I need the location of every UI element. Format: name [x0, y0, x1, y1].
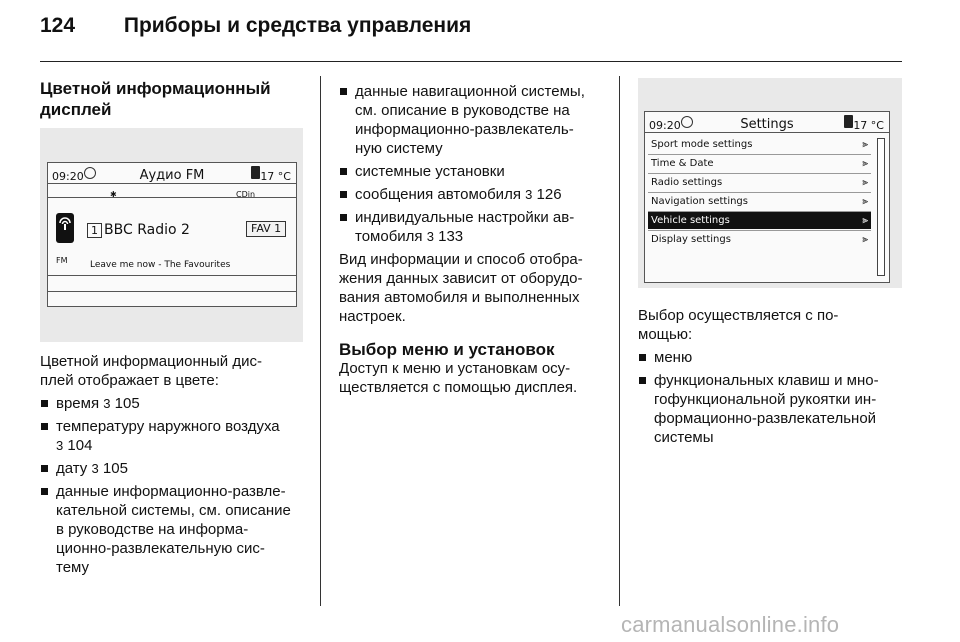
menu-item[interactable]: [648, 155, 871, 172]
status-divider: [645, 132, 889, 133]
item-text: ционно-развлекательную сис-: [56, 540, 265, 557]
column-2: [339, 82, 607, 397]
text-line: настроек.: [339, 308, 406, 325]
chevron-right-icon: ⫸: [862, 215, 868, 226]
chevron-right-icon: ⫸: [862, 139, 868, 150]
column-divider-1: [320, 76, 321, 606]
column-divider-2: [619, 76, 620, 606]
page-ref-icon: 3: [525, 187, 533, 202]
access-paragraph: [339, 359, 607, 397]
page-ref-icon: 3: [91, 461, 99, 476]
chevron-right-icon: ⫸: [862, 196, 868, 207]
outside-temperature: 17 °C: [260, 170, 291, 183]
item-text: дату: [56, 460, 88, 477]
text-line: Выбор осуществляется с по-: [638, 307, 839, 324]
item-text: системные установки: [355, 163, 505, 180]
menu-item[interactable]: [648, 193, 871, 210]
item-text: данные информационно-развле-: [56, 483, 286, 500]
audio-screen-figure: [40, 128, 303, 342]
page-ref: 126: [536, 186, 562, 203]
selection-methods-list: [638, 348, 902, 447]
screen-title: Аудио FM: [139, 168, 205, 183]
settings-screen-figure: [638, 78, 902, 288]
menu-item-label: Time & Date: [651, 158, 714, 169]
settings-display: [644, 111, 890, 283]
text-line: жения данных зависит от оборудо-: [339, 270, 583, 287]
intro-text: [40, 352, 306, 390]
item-text: ную систему: [355, 140, 443, 157]
page-title: Приборы и средства управления: [123, 14, 472, 37]
item-text: системы: [654, 429, 714, 446]
bottom-divider-2: [48, 291, 296, 292]
station-name: BBC Radio 2: [104, 222, 190, 238]
menu-item-label: Radio settings: [651, 177, 723, 188]
clock-time: 09:20: [649, 119, 681, 132]
intro-text: [638, 306, 902, 344]
item-text: индивидуальные настройки ав-: [355, 209, 575, 226]
item-text: см. описание в руководстве на: [355, 102, 570, 119]
display-items-list: [40, 394, 306, 577]
menu-item[interactable]: [648, 231, 871, 248]
item-text: тему: [56, 559, 90, 576]
item-text: гофункциональной рукоятки ин-: [654, 391, 877, 408]
bluetooth-icon: ✱: [110, 190, 117, 199]
list-item: [339, 162, 607, 181]
heading-line: Цветной информационный: [40, 79, 271, 98]
page-ref: 104: [67, 437, 93, 454]
text-line: Доступ к меню и установкам осу-: [339, 360, 571, 377]
text-line: плей отображает в цвете:: [40, 372, 219, 389]
status-divider: [48, 183, 296, 184]
list-item: [40, 459, 306, 478]
source-label: CDin: [236, 190, 256, 199]
section-heading: [40, 78, 306, 120]
page-ref-icon: 3: [426, 229, 434, 244]
text-line: вания автомобиля и выполненных: [339, 289, 580, 306]
outside-temperature: 17 °C: [853, 119, 884, 132]
item-text: информационно-развлекатель-: [355, 121, 574, 138]
menu-item-label: Display settings: [651, 234, 731, 245]
list-item: [339, 82, 607, 158]
list-item: [40, 417, 306, 455]
list-item: [339, 208, 607, 246]
track-info: Leave me now - The Favourites: [90, 260, 231, 270]
clock-time: 09:20: [52, 170, 84, 183]
item-text: температуру наружного воздуха: [56, 418, 280, 435]
phone-icon: [844, 115, 853, 128]
watermark-text: carmanualsonline.info: [621, 612, 840, 637]
list-item: [40, 394, 306, 413]
display-items-list-cont: [339, 82, 607, 246]
page-ref-icon: 3: [103, 396, 111, 411]
band-label: FM: [56, 256, 68, 265]
heading-line: дисплей: [40, 100, 112, 119]
menu-item[interactable]: [648, 136, 871, 153]
text-line: Вид информации и способ отобра-: [339, 251, 583, 268]
header-rule: [40, 61, 902, 62]
item-text: сообщения автомобиля: [355, 186, 521, 203]
page-number: 124: [40, 14, 76, 37]
item-text: томобиля: [355, 228, 423, 245]
preset-number: 1: [87, 223, 102, 238]
item-text: данные навигационной системы,: [355, 83, 585, 100]
item-text: кательной системы, см. описание: [56, 502, 291, 519]
subsection-heading: Выбор меню и установок: [339, 340, 555, 359]
menu-item-label: Vehicle settings: [651, 215, 730, 226]
audio-display: [47, 162, 297, 307]
item-text: формационно-развлекательной: [654, 410, 877, 427]
radio-antenna-icon: [56, 213, 74, 243]
chevron-right-icon: ⫸: [862, 158, 868, 169]
chevron-right-icon: ⫸: [862, 234, 868, 245]
screen-title: Settings: [740, 117, 794, 132]
list-item: [339, 185, 607, 204]
menu-item[interactable]: [648, 174, 871, 191]
status-bar: [48, 163, 296, 183]
list-item: [40, 482, 306, 577]
text-line: ществляется с помощью дисплея.: [339, 379, 578, 396]
page-ref: 105: [102, 460, 128, 477]
text-line: Цветной информационный дис-: [40, 353, 262, 370]
menu-item[interactable]: [648, 212, 871, 229]
item-text: меню: [654, 349, 693, 366]
page-ref: 133: [438, 228, 464, 245]
menu-item-label: Navigation settings: [651, 196, 748, 207]
scrollbar[interactable]: [877, 138, 885, 276]
item-text: время: [56, 395, 100, 412]
menu-item-label: Sport mode settings: [651, 139, 753, 150]
column-3: [638, 78, 902, 451]
chevron-right-icon: ⫸: [862, 177, 868, 188]
item-text: в руководстве на информа-: [56, 521, 249, 538]
info-paragraph: [339, 250, 607, 326]
page-ref: 105: [114, 395, 140, 412]
bottom-divider-1: [48, 275, 296, 276]
phone-icon: [251, 166, 260, 179]
text-line: мощью:: [638, 326, 693, 343]
item-text: функциональных клавиш и мно-: [654, 372, 879, 389]
list-item: [638, 348, 902, 367]
column-1: [40, 78, 306, 581]
status-bar: [645, 112, 889, 132]
list-item: [638, 371, 902, 447]
sub-divider: [48, 197, 296, 198]
page-ref-icon: 3: [56, 438, 64, 453]
favourites-button: FAV 1: [246, 221, 286, 237]
page-header: [40, 14, 471, 38]
